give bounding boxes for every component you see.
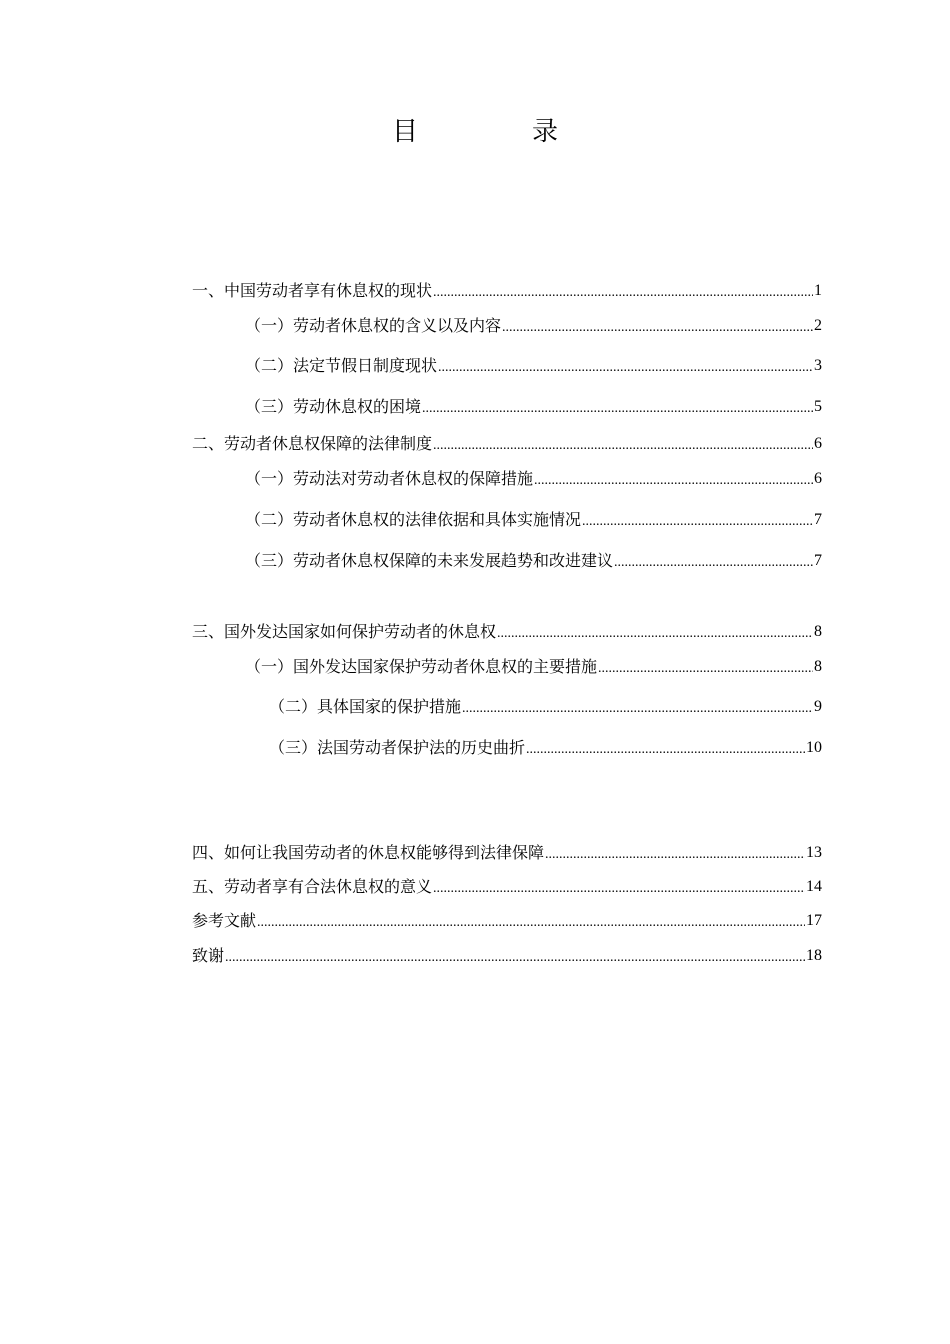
toc-entry-label: 二、劳动者休息权保障的法律制度 <box>192 434 433 453</box>
toc-entry[interactable] <box>245 394 822 418</box>
toc-entry-label: （三）法国劳动者保护法的历史曲折 <box>269 738 526 757</box>
toc-page-number: 14 <box>806 878 822 895</box>
toc-entry[interactable] <box>192 908 822 932</box>
toc-dot-leader <box>438 355 813 377</box>
toc-entry[interactable] <box>269 735 822 759</box>
toc-page-number: 1 <box>814 282 822 299</box>
toc-page-number: 5 <box>814 398 822 415</box>
toc-dot-leader <box>462 696 813 718</box>
toc-page-number: 3 <box>814 357 822 374</box>
toc-entry-label: （一）国外发达国家保护劳动者休息权的主要措施 <box>245 657 598 676</box>
toc-title: 目 录 <box>391 117 602 147</box>
toc-entry[interactable] <box>245 507 822 531</box>
toc-entry[interactable] <box>192 619 822 643</box>
toc-page-number: 18 <box>806 947 822 964</box>
toc-entry[interactable] <box>245 353 822 377</box>
toc-dot-leader <box>502 315 813 337</box>
toc-entry-label: 参考文献 <box>192 911 257 930</box>
toc-entry[interactable] <box>192 840 822 864</box>
toc-dot-leader <box>614 550 813 572</box>
toc-entry[interactable] <box>192 278 822 302</box>
toc-entry-label: （三）劳动者休息权保障的未来发展趋势和改进建议 <box>245 551 614 570</box>
toc-dot-leader <box>225 945 805 967</box>
toc-entry-label: （三）劳动休息权的困境 <box>245 397 422 416</box>
toc-dot-leader <box>433 876 805 898</box>
toc-page-number: 2 <box>814 317 822 334</box>
toc-entry-label: （二）劳动者休息权的法律依据和具体实施情况 <box>245 510 582 529</box>
toc-page-number: 10 <box>806 739 822 756</box>
toc-entry-label: （一）劳动者休息权的含义以及内容 <box>245 316 502 335</box>
toc-entry[interactable] <box>245 654 822 678</box>
toc-page-number: 7 <box>814 552 822 569</box>
toc-dot-leader <box>526 737 805 759</box>
toc-entry[interactable] <box>192 943 822 967</box>
toc-entry[interactable] <box>192 874 822 898</box>
toc-dot-leader <box>598 656 813 678</box>
toc-entry-label: （二）具体国家的保护措施 <box>269 697 462 716</box>
toc-page-number: 8 <box>814 623 822 640</box>
toc-dot-leader <box>534 468 813 490</box>
toc-entry-label: 四、如何让我国劳动者的休息权能够得到法律保障 <box>192 843 545 862</box>
toc-entry-label: 五、劳动者享有合法休息权的意义 <box>192 877 433 896</box>
toc-dot-leader <box>433 433 813 455</box>
toc-dot-leader <box>582 509 813 531</box>
toc-page-number: 7 <box>814 511 822 528</box>
toc-page-number: 6 <box>814 470 822 487</box>
toc-entry[interactable] <box>245 466 822 490</box>
toc-page-number: 9 <box>814 698 822 715</box>
toc-dot-leader <box>257 910 805 932</box>
toc-entry-label: 一、中国劳动者享有休息权的现状 <box>192 281 433 300</box>
toc-page-number: 17 <box>806 912 822 929</box>
toc-entry-label: （一）劳动法对劳动者休息权的保障措施 <box>245 469 534 488</box>
toc-entry-label: 三、国外发达国家如何保护劳动者的休息权 <box>192 622 497 641</box>
toc-dot-leader <box>545 842 805 864</box>
toc-entry-label: （二）法定节假日制度现状 <box>245 356 438 375</box>
toc-page-number: 8 <box>814 658 822 675</box>
toc-entry-label: 致谢 <box>192 946 225 965</box>
toc-page-number: 6 <box>814 435 822 452</box>
toc-entry[interactable] <box>245 313 822 337</box>
toc-entry[interactable] <box>245 548 822 572</box>
toc-page-number: 13 <box>806 844 822 861</box>
toc-entry[interactable] <box>192 431 822 455</box>
toc-dot-leader <box>433 280 813 302</box>
toc-entry[interactable] <box>269 694 822 718</box>
toc-dot-leader <box>422 396 813 418</box>
toc-dot-leader <box>497 621 813 643</box>
